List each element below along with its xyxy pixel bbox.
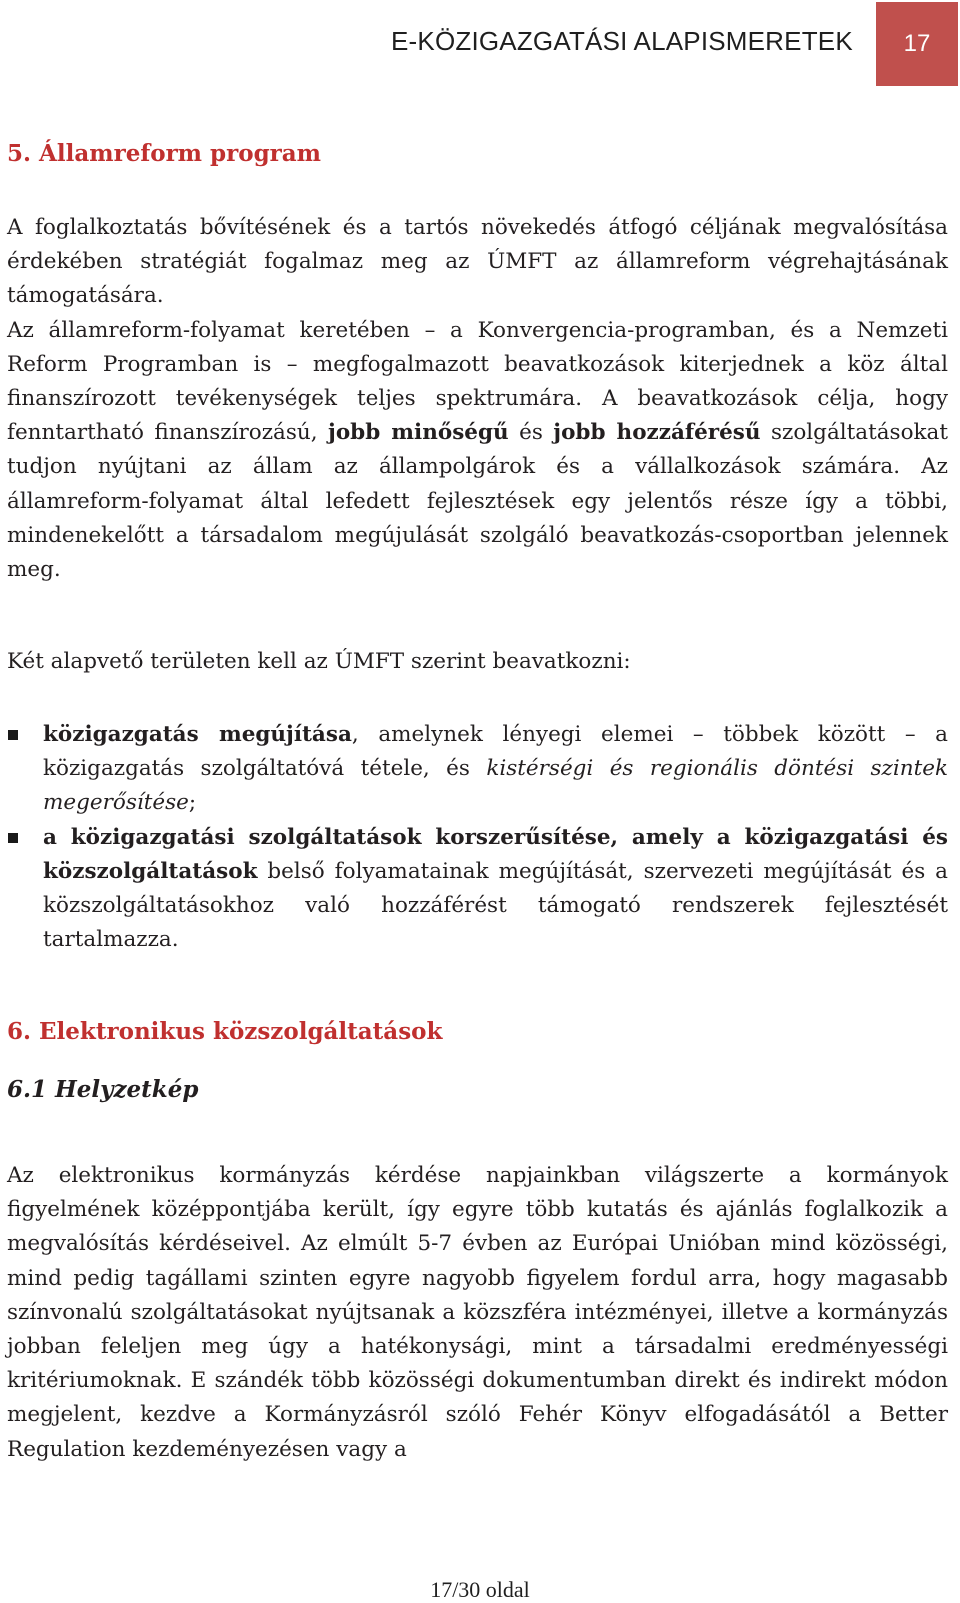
paragraph-reform-part2: és (519, 420, 543, 446)
section-5-heading: 5. Államreform program (7, 140, 322, 167)
square-bullet-icon (8, 833, 18, 843)
paragraph-reform (7, 314, 948, 588)
page-header (0, 0, 960, 85)
list-item-bold: a közigazgatási szolgáltatások korszerűsítése, amely a közigazgatási és közszolgáltatások (43, 824, 948, 884)
emphasis-better-access: jobb hozzáférésű (553, 420, 761, 446)
list-item-italic: kistérségi és regionális döntési szintek megerősítése (43, 756, 948, 816)
paragraph-two-areas: Két alapvető területen kell az ÚMFT szerint beavatkozni: (7, 649, 631, 674)
page-footer: 17/30 oldal (430, 1577, 530, 1602)
list-item-text: belső folyamatainak megújítását, szervezeti megújítását és a közszolgáltatásokhoz való hozzáférést támogató rendszerek fejlesztését tartalmazza. (43, 858, 948, 953)
running-header-title: E-KÖZIGAZGATÁSI ALAPISMERETEK (391, 26, 853, 56)
emphasis-better-quality: jobb minőségű (328, 420, 509, 446)
list-item-end: ; (188, 790, 197, 816)
list-item (7, 718, 948, 821)
section-5-text (7, 211, 948, 587)
section-6-1-subheading: 6.1 Helyzetkép (7, 1076, 199, 1103)
square-bullet-icon (8, 730, 18, 740)
paragraph-situation: Az elektronikus kormányzás kérdése napjainkban világszerte a kormányok figyelmének középpontjába került, így egyre több kutatás és ajánlás foglalkozik a megvalósítás kérdéseivel. Az elmúlt 5-7 évben az Európai Unióban mind közösségi, mind pedig tagállami szinten egyre nagyobb figyelem fordul arra, hogy magasabb színvonalú szolgáltatásokat nyújtsanak a közszféra intézményei, illetve a kormányzás jobban feleljen meg úgy a hatékonysági, mint a társadalmi eredményességi kritériumoknak. E szándék több közösségi dokumentumban direkt és indirekt módon megjelent, kezdve a Kormányzásról szóló Fehér Könyv elfogadásától a Better Regulation kezdeményezésen vagy a (7, 1163, 948, 1462)
paragraph-intro: A foglalkoztatás bővítésének és a tartós növekedés átfogó céljának megvalósítása érdekében stratégiát fogalmaz meg az ÚMFT az államreform végrehajtásának támogatására. (7, 215, 948, 309)
paragraph-reform-part1: Az államreform-folyamat keretében – a Konvergencia-programban, és a Nemzeti Reform Programban is – megfogalmazott beavatkozások kiterjednek a köz által finanszírozott tevékenységek teljes spektrumára. A beavatkozások célja, hogy fenntartható finanszírozású, (7, 317, 948, 446)
list-item-text: , amelynek lényegi elemei – többek között – a közigazgatás szolgáltatóvá tétele, és (43, 722, 949, 782)
section-6-heading: 6. Elektronikus közszolgáltatások (7, 1018, 443, 1045)
paragraph-reform-part3: szolgáltatásokat tudjon nyújtani az állam az állampolgárok és a vállalkozások számára. Az államreform-folyamat által lefedett fejlesztések egy jelentős része így a többi, mindenekelőtt a társadalom megújulását szolgáló beavatkozás-csoportban jelennek meg. (7, 420, 949, 583)
list-item-bold: közigazgatás megújítása (43, 722, 352, 747)
page-number-box: 17 (876, 2, 958, 86)
list-item (7, 821, 948, 958)
reform-areas-list (7, 718, 948, 957)
